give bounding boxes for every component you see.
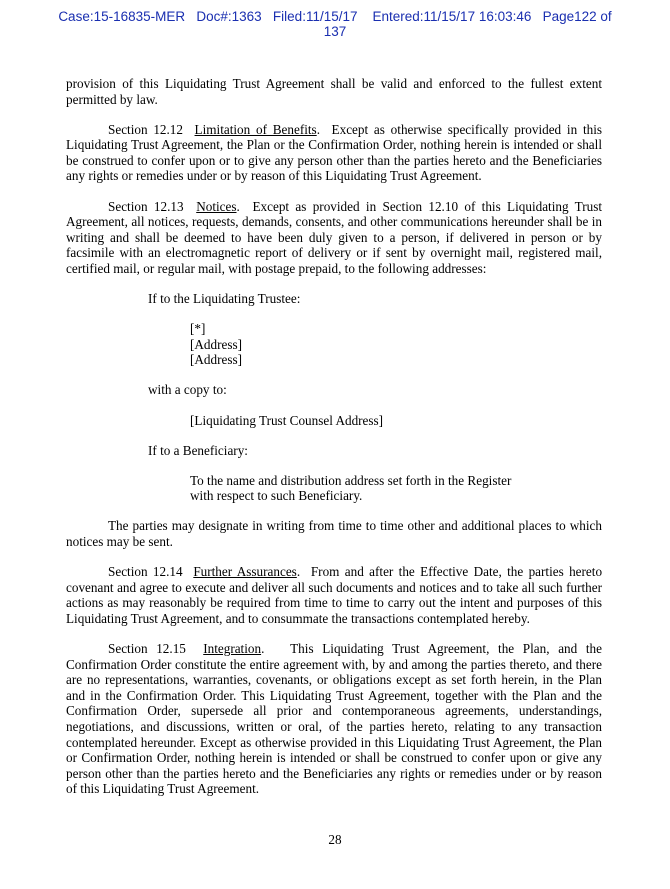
trustee-address-block bbox=[190, 321, 602, 368]
court-filing-stamp bbox=[0, 9, 670, 39]
trustee-label: If to the Liquidating Trustee: bbox=[148, 291, 301, 307]
section-number: Section 12.15 bbox=[108, 640, 186, 656]
beneficiary-address-block bbox=[190, 473, 602, 504]
stamp-line-1: Case:15-16835-MER Doc#:1363 Filed:11/15/17 Entered:11/15/17 16:03:46 Page122 of bbox=[58, 9, 612, 24]
section-number: Section 12.12 bbox=[108, 121, 183, 137]
section-text: From and after the Effective Date, the parties hereto covenant and agree to execute and deliver all such documents and notices and to take all such further actions as may reasonably be required from time to time to carry out the intent and purposes of this Liquidating Trust Agreement, and to consummate the transactions contemplated hereby. bbox=[66, 564, 603, 626]
section-12-13: Section 12.13 Notices. Except as provided in Section 12.10 of this Liquidating Trust Agreement, all notices, requests, demands, consents, and other communications hereunder shall be in writing and shall be deemed to have been duly given to a person, if delivered in person or by facsimile with an electromagnetic report of delivery or if sent by overnight mail, registered mail, certified mail, or regular mail, with postage prepaid, to the following addresses: bbox=[66, 198, 603, 276]
section-text: Except as otherwise specifically provided in this Liquidating Trust Agreement, the Plan or the Confirmation Order, nothing herein is intended or shall be construed to confer upon or to give any person other than the parties hereto and the Beneficiaries any rights or remedies under or by reason of this Liquidating Trust Agreement. bbox=[66, 121, 603, 184]
section-title: Integration bbox=[203, 640, 262, 656]
section-12-15: Section 12.15 Integration. This Liquidating Trust Agreement, the Plan, and the Confirmation Order constitute the entire agreement with, by and among the parties thereto, and there are no representations, warranties, covenants, or obligations except as set forth herein, in the Plan and in the Confirmation Order. This Liquidating Trust Agreement, together with the Plan and the Confirmation Order, supersede all prior and contemporaneous agreements, understandings, negotiations, and discussions, written or oral, of the parties hereto, relating to any transaction contemplated hereunder. Except as otherwise provided in this Liquidating Trust Agreement, the Plan or Confirmation Order, nothing herein is intended or shall be construed to confer upon or give any person other than the parties hereto and the Beneficiaries any rights or remedies under or by reason of this Liquidating Trust Agreement. bbox=[66, 640, 603, 797]
page-body bbox=[66, 76, 602, 797]
section-text: Except as provided in Section 12.10 of this Liquidating Trust Agreement, all notices, requests, demands, consents, and other communications hereunder shall be in writing and shall be deemed to have been duly given to a person, if delivered in person or by facsimile with an electromagnetic report of delivery or if sent by overnight mail, registered mail, certified mail, or regular mail, with postage prepaid, to the following addresses: bbox=[66, 198, 603, 276]
section-number: Section 12.14 bbox=[108, 564, 183, 580]
copy-label: with a copy to: bbox=[148, 382, 227, 398]
address-line: [*] bbox=[190, 321, 206, 337]
address-line: [Address] bbox=[190, 336, 243, 352]
stamp-line-2: 137 bbox=[323, 24, 347, 39]
section-12-12: Section 12.12 Limitation of Benefits. Except as otherwise specifically provided in this Liquidating Trust Agreement, the Plan or the Confirmation Order, nothing herein is intended or shall be construed to confer upon or to give any person other than the parties hereto and the Beneficiaries any rights or remedies under or by reason of this Liquidating Trust Agreement. bbox=[66, 121, 603, 184]
section-number: Section 12.13 bbox=[108, 198, 184, 214]
section-title: Further Assurances bbox=[193, 564, 297, 580]
section-title: Notices bbox=[196, 198, 237, 214]
section-12-14: Section 12.14 Further Assurances. From and after the Effective Date, the parties hereto covenant and agree to execute and deliver all such documents and notices and to take all such further actions as may reasonably be required from time to time to carry out the intent and purposes of this Liquidating Trust Agreement, and to consummate the transactions contemplated hereby. bbox=[66, 564, 603, 626]
designate-paragraph: The parties may designate in writing from time to time other and additional places to which notices may be sent. bbox=[66, 518, 602, 549]
counsel-address: [Liquidating Trust Counsel Address] bbox=[190, 412, 384, 428]
page-number: 28 bbox=[328, 832, 342, 847]
address-line: [Address] bbox=[190, 352, 243, 368]
section-text: This Liquidating Trust Agreement, the Plan, and the Confirmation Order constitute the entire agreement with, by and among the parties thereto, and there are no representations, warranties, covenants, or obligations except as set forth herein, in the Plan and in the Confirmation Order. This Liquidating Trust Agreement, together with the Plan and the Confirmation Order, supersede all prior and contemporaneous agreements, understandings, negotiations, and discussions, written or oral, of the parties hereto, relating to any transaction contemplated hereunder. Except as otherwise provided in this Liquidating Trust Agreement, the Plan or Confirmation Order, nothing herein is intended or shall be construed to confer upon or give any person other than the parties hereto and the Beneficiaries any rights or remedies under or by reason of this Liquidating Trust Agreement. bbox=[66, 640, 603, 797]
section-title: Limitation of Benefits bbox=[194, 121, 317, 137]
address-line: with respect to such Beneficiary. bbox=[190, 488, 363, 504]
beneficiary-label: If to a Beneficiary: bbox=[148, 442, 248, 458]
address-line: To the name and distribution address set forth in the Register bbox=[190, 472, 512, 488]
continuation-paragraph: provision of this Liquidating Trust Agreement shall be valid and enforced to the fullest extent permitted by law. bbox=[66, 76, 602, 107]
